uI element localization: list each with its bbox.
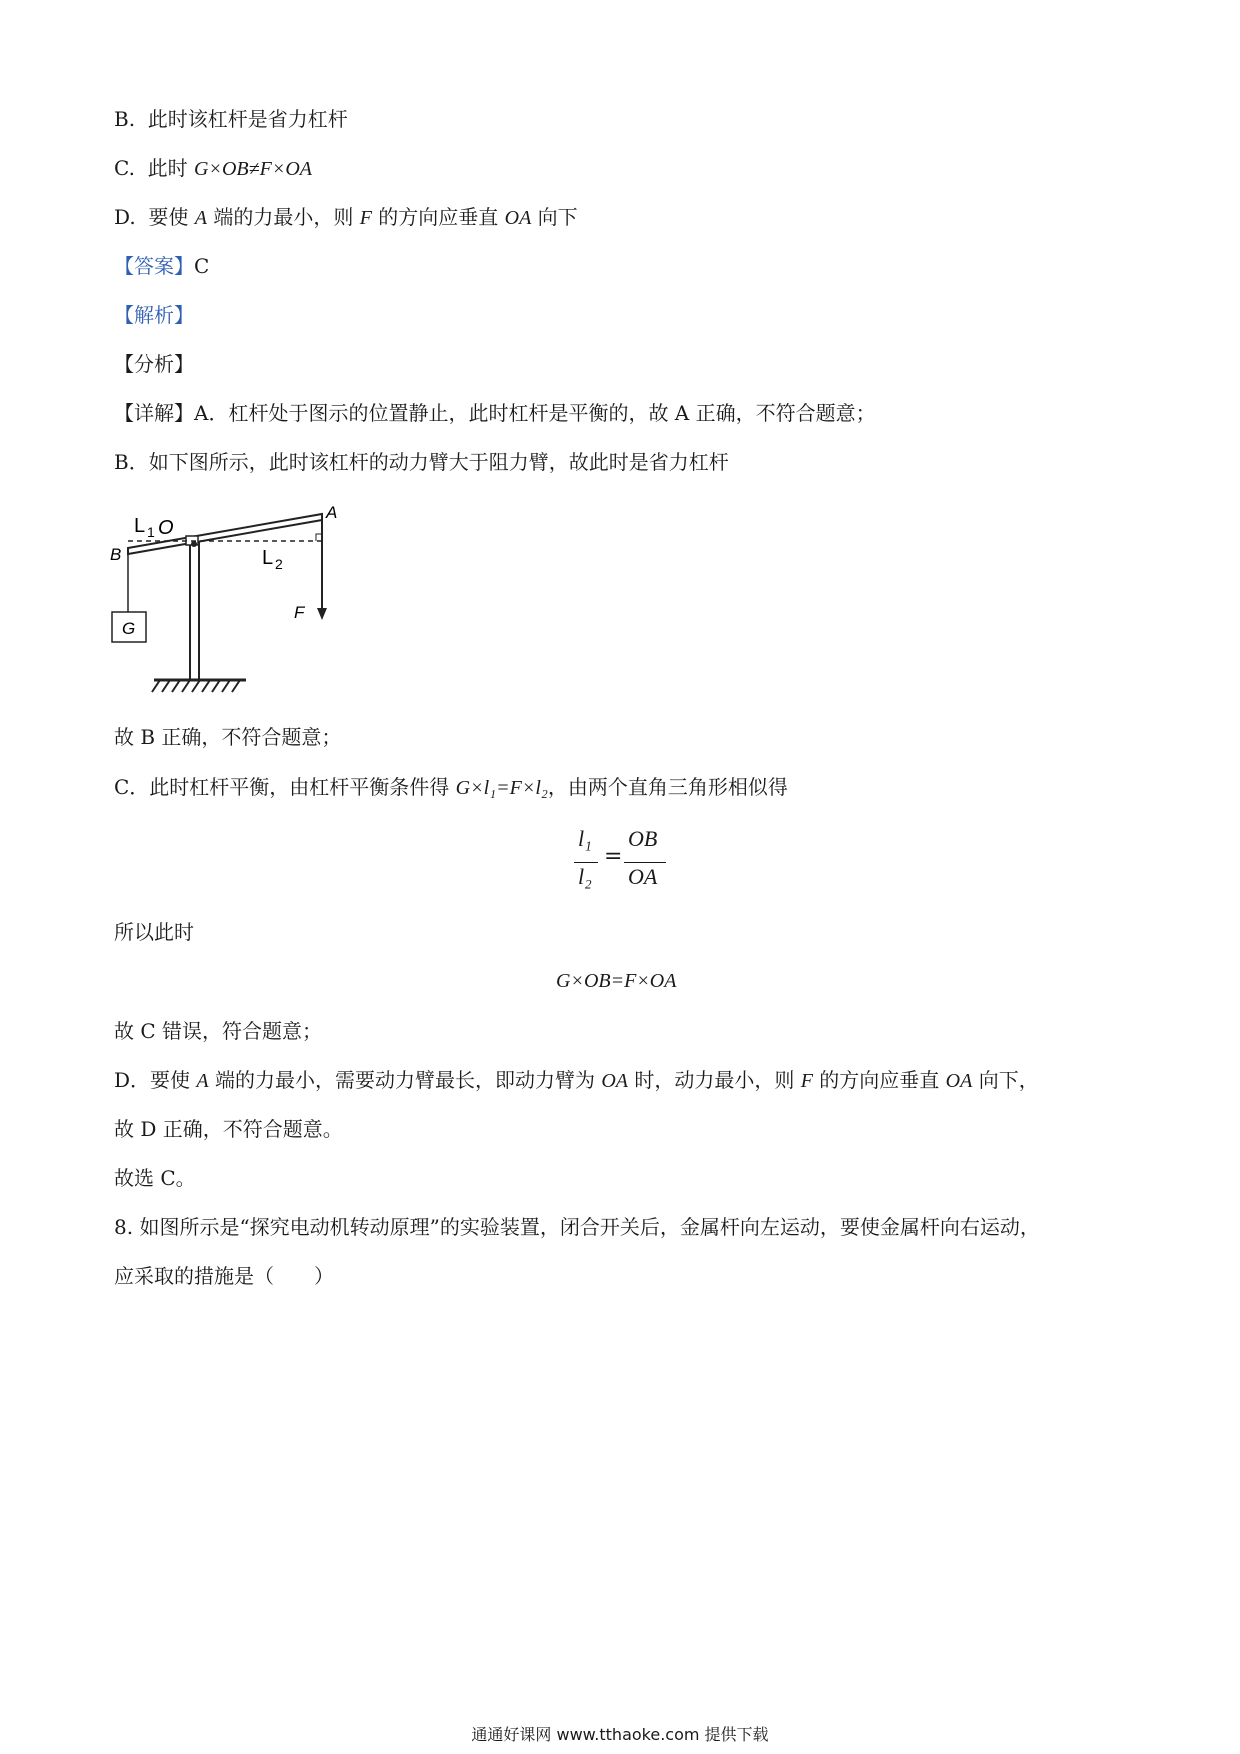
so-text: 所以此时 (114, 920, 194, 944)
label-l2: L (262, 547, 274, 569)
label-f: F (294, 603, 305, 622)
option-d: D. 要使 A 端的力最小，则 F 的方向应垂直 OA 向下 (114, 205, 578, 229)
explain-d: D．要使 A 端的力最小，需要动力臂最长，即动力臂为 OA 时，动力最小，则 F 的方向应垂直 OA 向下， (114, 1068, 1039, 1092)
label-l1: L (134, 515, 146, 537)
label-g: G (122, 619, 136, 638)
equation-2: G×OB=F×OA (556, 970, 677, 992)
detail-a: 【详解】A．杠杆处于图示的位置静止，此时杠杆是平衡的，故 A 正确，不符合题意； (114, 401, 876, 425)
answer-line (114, 253, 209, 279)
answer-value: C (194, 254, 210, 278)
c-conclusion: 故 C 错误，符合题意； (114, 1019, 323, 1043)
final-answer: 故选 C。 (114, 1166, 196, 1190)
b-conclusion: 故 B 正确，不符合题意； (114, 725, 342, 749)
fenxi-tag: 【分析】 (114, 352, 194, 376)
explain-b: B．如下图所示，此时该杠杆的动力臂大于阻力臂，故此时是省力杠杆 (114, 450, 729, 474)
option-c: C. 此时 G×OB≠F×OA (114, 156, 312, 180)
label-l2-sub: 2 (275, 556, 283, 572)
footer: 通通好课网 www.tthaoke.com 提供下载 (471, 1725, 769, 1744)
force-arrowhead (317, 608, 327, 620)
question-8-line1: 8. 如图所示是“探究电动机转动原理”的实验装置，闭合开关后，金属杆向左运动，要使金属杆向右运动， (114, 1215, 1040, 1239)
ground-hatch (152, 680, 240, 692)
explain-c: C．此时杠杆平衡，由杠杆平衡条件得 G×l₁=F×l₂，由两个直角三角形相似得 (114, 775, 788, 799)
label-l1-sub: 1 (147, 524, 155, 540)
question-8-line2: 应采取的措施是（ ） (114, 1264, 334, 1288)
d-conclusion: 故 D 正确，不符合题意。 (114, 1117, 343, 1141)
label-a: A (326, 503, 338, 522)
option-b: B. 此时该杠杆是省力杠杆 (114, 107, 348, 131)
label-o: O (158, 517, 174, 539)
answer-tag: 【答案】 (114, 254, 194, 278)
ratio-formula: l₁ l₂ = OB OA (574, 826, 668, 898)
lever-diagram (110, 500, 350, 700)
analysis-tag: 【解析】 (114, 303, 194, 327)
label-b: B (110, 545, 122, 564)
